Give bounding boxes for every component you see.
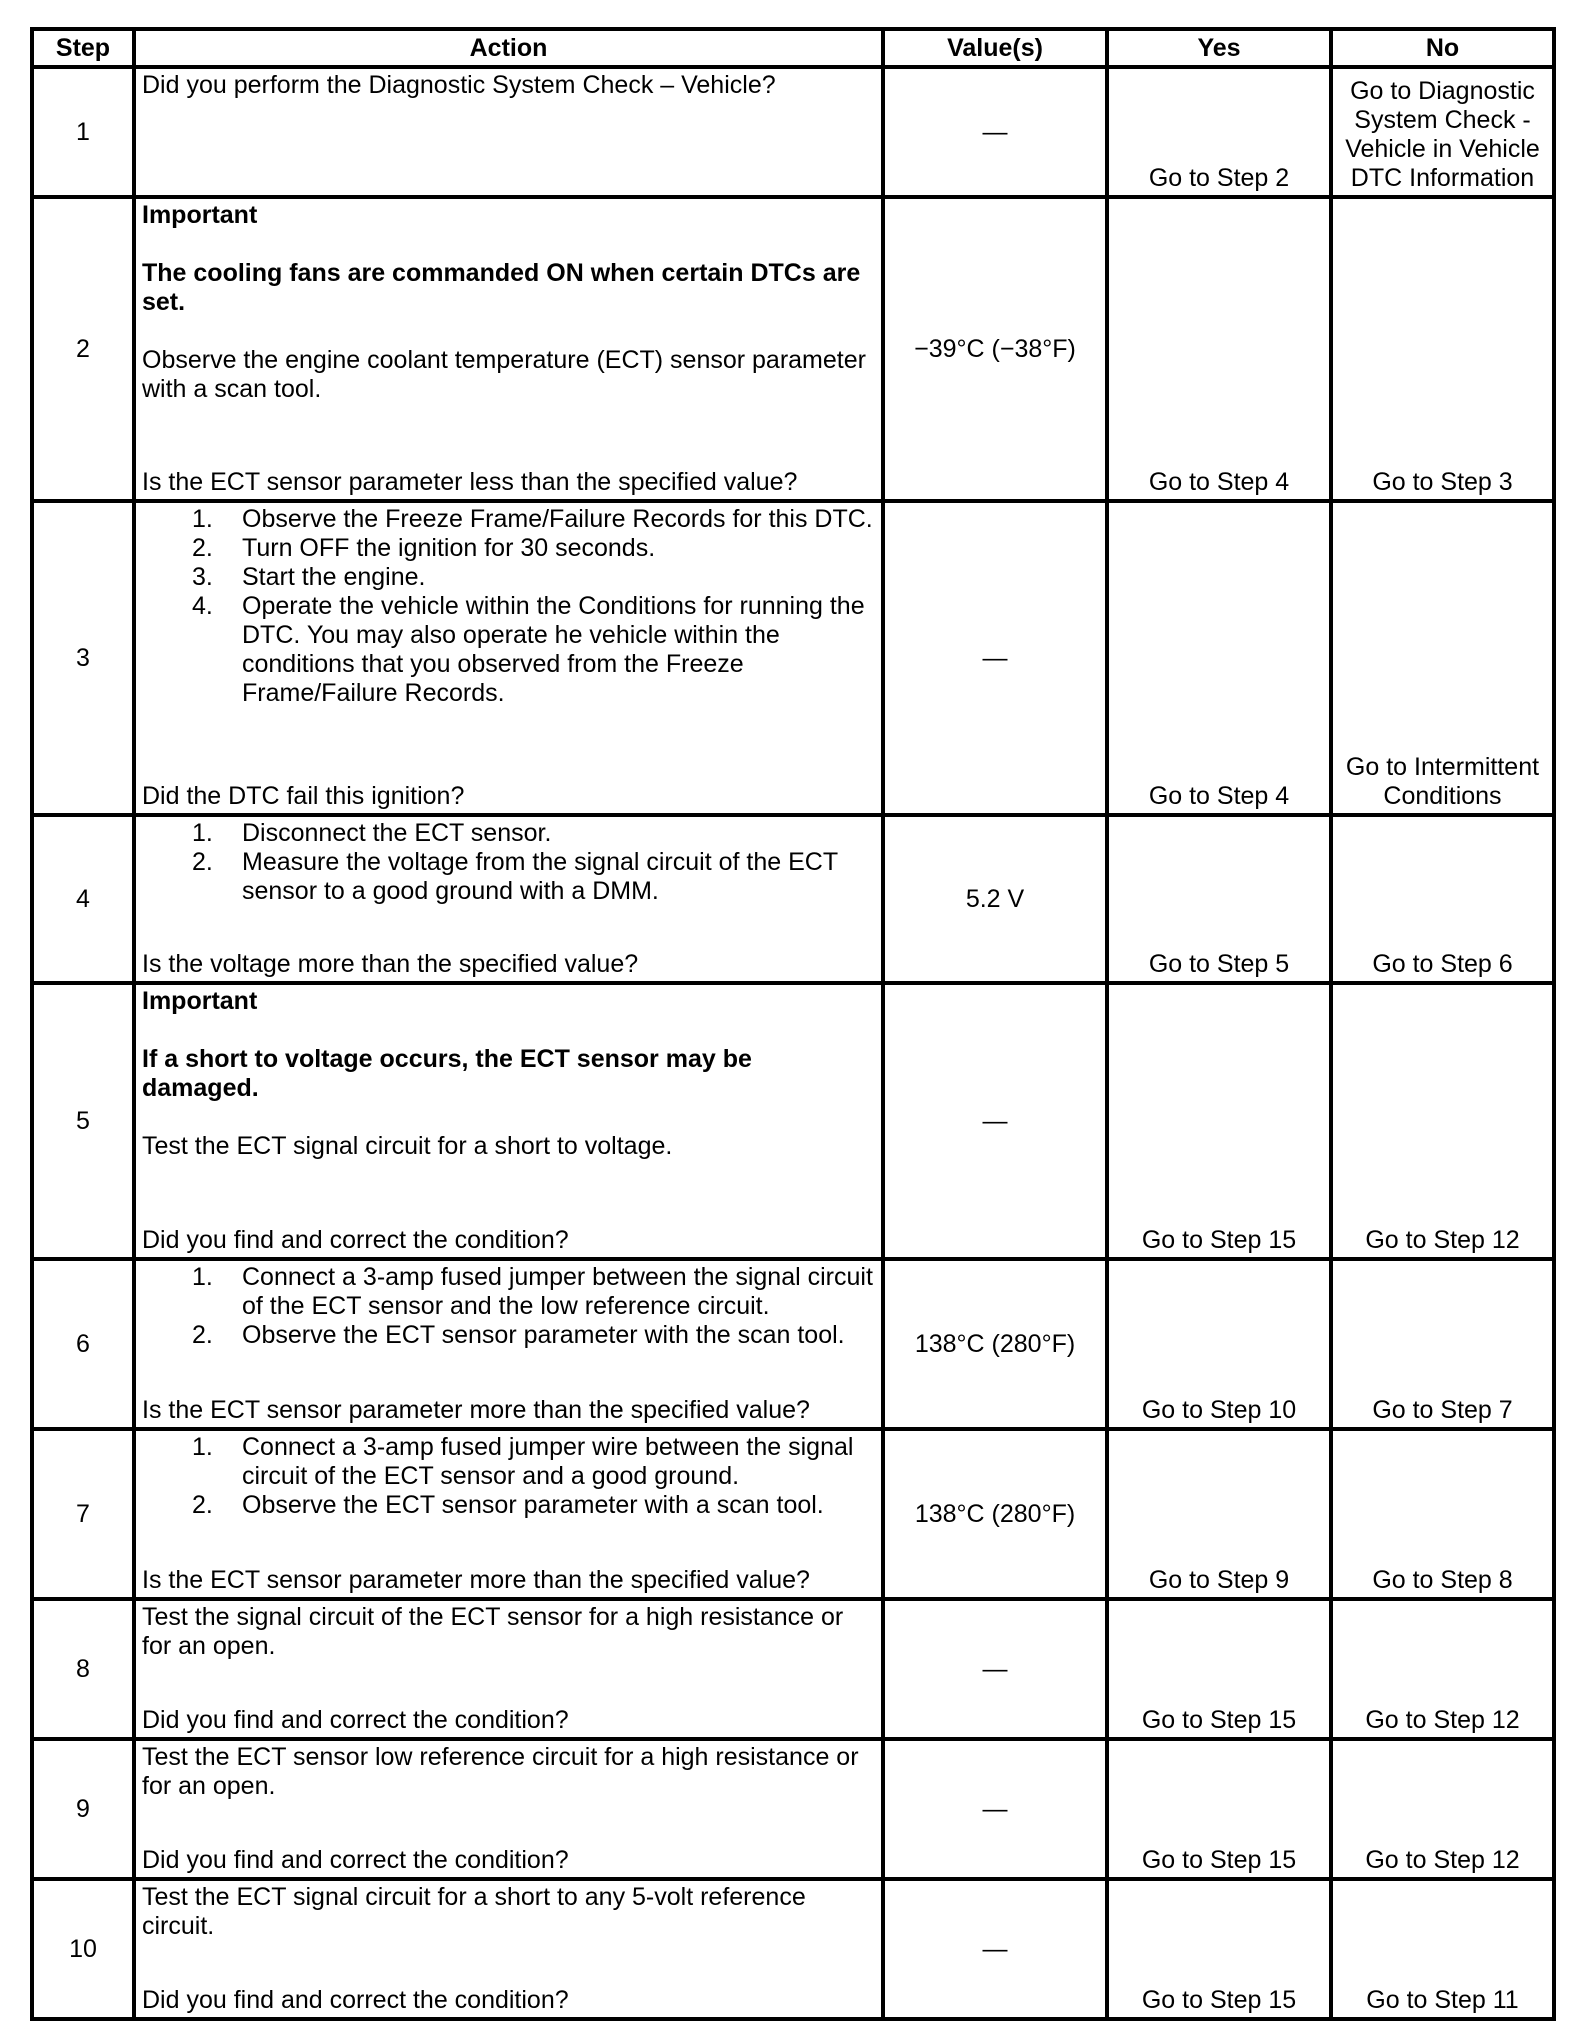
table-row [32, 1429, 1554, 1599]
action-step-text: Measure the voltage from the signal circuit of the ECT sensor to a good ground with a DMM. [242, 848, 838, 905]
action-step-text: Operate the vehicle within the Conditions for running the DTC. You may also operate he vehicle within the conditions that you observed from the Freeze Frame/Failure Records. [242, 592, 865, 707]
no-cell: Go to Step 7 [1331, 1259, 1554, 1429]
action-content [142, 1883, 875, 2015]
no-cell: Go to Diagnostic System Check - Vehicle in Vehicle DTC Information [1331, 67, 1554, 197]
action-step-text: Disconnect the ECT sensor. [242, 819, 552, 847]
action-body [142, 819, 875, 906]
header-action: Action [134, 29, 883, 67]
important-note: If a short to voltage occurs, the ECT sensor may be damaged. [142, 1045, 752, 1102]
table-row [32, 815, 1554, 983]
action-step-number: 1. [192, 819, 213, 847]
step-number: 7 [32, 1429, 134, 1599]
header-no: No [1331, 29, 1554, 67]
action-text: Test the signal circuit of the ECT sensor for a high resistance or for an open. [142, 1603, 844, 1660]
diagnostic-table [30, 27, 1556, 2021]
action-body [142, 1883, 875, 1941]
value-cell: 5.2 V [883, 815, 1107, 983]
action-step-item [142, 563, 875, 592]
action-step-number: 4. [192, 592, 213, 620]
no-cell: Go to Step 12 [1331, 983, 1554, 1259]
action-content [142, 1603, 875, 1735]
important-note: The cooling fans are commanded ON when certain DTCs are set. [142, 259, 861, 316]
header-values: Value(s) [883, 29, 1107, 67]
action-step-item [142, 1491, 875, 1520]
action-question: Is the ECT sensor parameter more than the specified value? [142, 1396, 810, 1424]
action-step-item [142, 592, 875, 708]
table-row [32, 1739, 1554, 1879]
yes-cell: Go to Step 15 [1107, 1879, 1331, 2019]
header-row [32, 29, 1554, 67]
action-step-number: 1. [192, 505, 213, 533]
action-cell [134, 1259, 883, 1429]
action-text: Did you perform the Diagnostic System Check – Vehicle? [142, 71, 776, 99]
action-step-number: 3. [192, 563, 213, 591]
action-text: Test the ECT signal circuit for a short to any 5-volt reference circuit. [142, 1883, 806, 1940]
action-question: Is the ECT sensor parameter less than the specified value? [142, 468, 798, 496]
action-cell [134, 1739, 883, 1879]
action-step-text: Connect a 3-amp fused jumper between the signal circuit of the ECT sensor and the low reference circuit. [242, 1263, 873, 1320]
value-cell: −39°C (−38°F) [883, 197, 1107, 501]
action-step-number: 2. [192, 1491, 213, 1519]
action-text: Test the ECT sensor low reference circuit for a high resistance or for an open. [142, 1743, 859, 1800]
table-row [32, 197, 1554, 501]
action-step-list [142, 1433, 875, 1520]
action-body [142, 987, 875, 1161]
step-number: 2 [32, 197, 134, 501]
action-step-text: Turn OFF the ignition for 30 seconds. [242, 534, 656, 562]
action-cell [134, 1599, 883, 1739]
yes-cell: Go to Step 15 [1107, 1739, 1331, 1879]
action-text: Observe the engine coolant temperature (ECT) sensor parameter with a scan tool. [142, 346, 866, 403]
action-question: Did you find and correct the condition? [142, 1706, 569, 1734]
action-question: Did the DTC fail this ignition? [142, 782, 465, 810]
value-cell: 138°C (280°F) [883, 1429, 1107, 1599]
action-body [142, 71, 875, 100]
action-content [142, 505, 875, 811]
action-step-item [142, 1263, 875, 1321]
action-step-item [142, 505, 875, 534]
action-content [142, 987, 875, 1255]
action-question: Is the ECT sensor parameter more than the specified value? [142, 1566, 810, 1594]
action-step-list [142, 505, 875, 708]
action-content [142, 1743, 875, 1875]
action-step-item [142, 819, 875, 848]
action-step-text: Connect a 3-amp fused jumper wire between the signal circuit of the ECT sensor and a good ground. [242, 1433, 854, 1490]
action-cell [134, 1429, 883, 1599]
action-question: Did you find and correct the condition? [142, 1986, 569, 2014]
no-cell: Go to Step 11 [1331, 1879, 1554, 2019]
action-step-number: 1. [192, 1433, 213, 1461]
action-step-number: 2. [192, 1321, 213, 1349]
yes-cell: Go to Step 15 [1107, 1599, 1331, 1739]
action-cell [134, 501, 883, 815]
no-cell: Go to Step 12 [1331, 1599, 1554, 1739]
value-cell: — [883, 1599, 1107, 1739]
step-number: 9 [32, 1739, 134, 1879]
action-cell [134, 67, 883, 197]
action-body [142, 505, 875, 708]
no-cell: Go to Step 12 [1331, 1739, 1554, 1879]
yes-cell: Go to Step 4 [1107, 501, 1331, 815]
no-cell: Go to Step 8 [1331, 1429, 1554, 1599]
action-cell [134, 197, 883, 501]
table-row [32, 1259, 1554, 1429]
action-step-item [142, 534, 875, 563]
action-step-text: Observe the Freeze Frame/Failure Records for this DTC. [242, 505, 873, 533]
action-question: Did you find and correct the condition? [142, 1846, 569, 1874]
value-cell: — [883, 501, 1107, 815]
yes-cell: Go to Step 15 [1107, 983, 1331, 1259]
action-content [142, 1433, 875, 1595]
action-step-number: 2. [192, 848, 213, 876]
action-step-text: Observe the ECT sensor parameter with a scan tool. [242, 1491, 824, 1519]
action-content [142, 71, 875, 193]
action-step-item [142, 1433, 875, 1491]
action-step-list [142, 1263, 875, 1350]
table-body [32, 67, 1554, 2019]
table-row [32, 1879, 1554, 2019]
action-step-item [142, 1321, 875, 1350]
step-number: 5 [32, 983, 134, 1259]
table-row [32, 983, 1554, 1259]
action-content [142, 201, 875, 497]
action-body [142, 1433, 875, 1520]
value-cell: — [883, 1879, 1107, 2019]
step-number: 8 [32, 1599, 134, 1739]
action-content [142, 819, 875, 979]
no-cell: Go to Intermittent Conditions [1331, 501, 1554, 815]
step-number: 4 [32, 815, 134, 983]
action-step-text: Start the engine. [242, 563, 426, 591]
action-body [142, 1743, 875, 1801]
table-row [32, 1599, 1554, 1739]
important-label: Important [142, 987, 258, 1015]
value-cell: — [883, 67, 1107, 197]
yes-cell: Go to Step 2 [1107, 67, 1331, 197]
step-number: 1 [32, 67, 134, 197]
no-cell: Go to Step 3 [1331, 197, 1554, 501]
value-cell: 138°C (280°F) [883, 1259, 1107, 1429]
value-cell: — [883, 983, 1107, 1259]
step-number: 6 [32, 1259, 134, 1429]
yes-cell: Go to Step 5 [1107, 815, 1331, 983]
step-number: 3 [32, 501, 134, 815]
action-text: Test the ECT signal circuit for a short to voltage. [142, 1132, 673, 1160]
yes-cell: Go to Step 9 [1107, 1429, 1331, 1599]
no-cell: Go to Step 6 [1331, 815, 1554, 983]
value-cell: — [883, 1739, 1107, 1879]
action-question: Is the voltage more than the specified value? [142, 950, 639, 978]
action-body [142, 1603, 875, 1661]
yes-cell: Go to Step 10 [1107, 1259, 1331, 1429]
action-body [142, 1263, 875, 1350]
header-yes: Yes [1107, 29, 1331, 67]
yes-cell: Go to Step 4 [1107, 197, 1331, 501]
table-row [32, 67, 1554, 197]
action-step-text: Observe the ECT sensor parameter with the scan tool. [242, 1321, 845, 1349]
action-question: Did you find and correct the condition? [142, 1226, 569, 1254]
action-cell [134, 1879, 883, 2019]
action-step-number: 1. [192, 1263, 213, 1291]
header-step: Step [32, 29, 134, 67]
action-step-number: 2. [192, 534, 213, 562]
action-step-list [142, 819, 875, 906]
action-content [142, 1263, 875, 1425]
step-number: 10 [32, 1879, 134, 2019]
action-cell [134, 983, 883, 1259]
action-cell [134, 815, 883, 983]
action-body [142, 201, 875, 404]
action-step-item [142, 848, 875, 906]
table-row [32, 501, 1554, 815]
important-label: Important [142, 201, 258, 229]
